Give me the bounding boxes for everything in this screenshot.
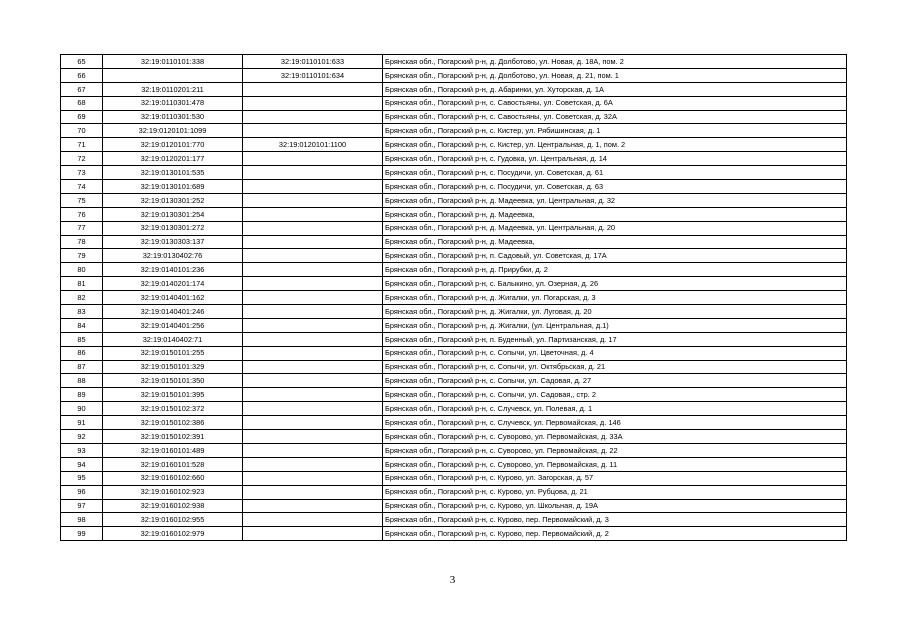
table-row [61, 152, 847, 166]
related-cadastral-number-cell [243, 152, 383, 166]
address-cell: Брянская обл., Погарский р-н, с. Случевск, ул. Первомайская, д. 146 [383, 416, 847, 430]
related-cadastral-number-cell [243, 485, 383, 499]
cadastral-number-cell [103, 68, 243, 82]
table-row [61, 430, 847, 444]
related-cadastral-number-cell [243, 207, 383, 221]
table-row [61, 402, 847, 416]
related-cadastral-number-cell [243, 527, 383, 541]
cadastral-number-cell: 32:19:0150101:395 [103, 388, 243, 402]
page-number: 3 [449, 574, 456, 586]
cadastral-number-cell: 32:19:0110201:211 [103, 82, 243, 96]
row-number-cell: 89 [61, 388, 103, 402]
related-cadastral-number-cell [243, 180, 383, 194]
address-cell: Брянская обл., Погарский р-н, с. Балыкино, ул. Озерная, д. 26 [383, 277, 847, 291]
cadastral-number-cell: 32:19:0130303:137 [103, 235, 243, 249]
cadastral-number-cell: 32:19:0120201:177 [103, 152, 243, 166]
row-number-cell: 72 [61, 152, 103, 166]
cadastral-number-cell: 32:19:0120101:1099 [103, 124, 243, 138]
address-cell: Брянская обл., Погарский р-н, с. Сопычи, ул. Садовая,, стр. 2 [383, 388, 847, 402]
cadastral-number-cell: 32:19:0150102:372 [103, 402, 243, 416]
row-number-cell: 71 [61, 138, 103, 152]
address-cell: Брянская обл., Погарский р-н, с. Сопычи, ул. Октябрьская, д. 21 [383, 360, 847, 374]
address-cell: Брянская обл., Погарский р-н, с. Курово, пер. Первомайский, д. 2 [383, 527, 847, 541]
cadastral-number-cell: 32:19:0160101:489 [103, 443, 243, 457]
table-row [61, 82, 847, 96]
cadastral-number-cell: 32:19:0110301:478 [103, 96, 243, 110]
row-number-cell: 87 [61, 360, 103, 374]
related-cadastral-number-cell: 32:19:0110101:634 [243, 68, 383, 82]
table-row [61, 457, 847, 471]
related-cadastral-number-cell [243, 124, 383, 138]
table-row [61, 221, 847, 235]
address-cell: Брянская обл., Погарский р-н, с. Сопычи, ул. Садовая, д. 27 [383, 374, 847, 388]
address-cell: Брянская обл., Погарский р-н, п. Садовый, ул. Советская, д. 17А [383, 249, 847, 263]
cadastral-number-cell: 32:19:0160102:979 [103, 527, 243, 541]
related-cadastral-number-cell [243, 166, 383, 180]
cadastral-number-cell: 32:19:0160101:528 [103, 457, 243, 471]
related-cadastral-number-cell [243, 110, 383, 124]
cadastral-number-cell: 32:19:0150102:386 [103, 416, 243, 430]
row-number-cell: 65 [61, 55, 103, 69]
address-cell: Брянская обл., Погарский р-н, с. Савостьяны, ул. Советская, д. 6А [383, 96, 847, 110]
table-row [61, 124, 847, 138]
cadastral-number-cell: 32:19:0150102:391 [103, 430, 243, 444]
address-cell: Брянская обл., Погарский р-н, д. Мадеевка, [383, 235, 847, 249]
related-cadastral-number-cell [243, 235, 383, 249]
table-row [61, 360, 847, 374]
related-cadastral-number-cell [243, 291, 383, 305]
row-number-cell: 98 [61, 513, 103, 527]
related-cadastral-number-cell [243, 457, 383, 471]
row-number-cell: 75 [61, 193, 103, 207]
address-cell: Брянская обл., Погарский р-н, д. Долботово, ул. Новая, д. 21, пом. 1 [383, 68, 847, 82]
related-cadastral-number-cell [243, 471, 383, 485]
cadastral-number-cell: 32:19:0160102:955 [103, 513, 243, 527]
table-row [61, 499, 847, 513]
related-cadastral-number-cell [243, 374, 383, 388]
related-cadastral-number-cell [243, 360, 383, 374]
table-row [61, 180, 847, 194]
row-number-cell: 97 [61, 499, 103, 513]
row-number-cell: 79 [61, 249, 103, 263]
address-cell: Брянская обл., Погарский р-н, д. Жигалки, ул. Погарская, д. 3 [383, 291, 847, 305]
table-row [61, 374, 847, 388]
cadastral-number-cell: 32:19:0140101:236 [103, 263, 243, 277]
table-row [61, 235, 847, 249]
table-row [61, 332, 847, 346]
table-row [61, 527, 847, 541]
address-cell: Брянская обл., Погарский р-н, с. Кистер, ул. Центральная, д. 1, пом. 2 [383, 138, 847, 152]
cadastral-number-cell: 32:19:0140201:174 [103, 277, 243, 291]
row-number-cell: 85 [61, 332, 103, 346]
related-cadastral-number-cell [243, 430, 383, 444]
cadastral-number-cell: 32:19:0120101:770 [103, 138, 243, 152]
address-cell: Брянская обл., Погарский р-н, с. Суворово, ул. Первомайская, д. 11 [383, 457, 847, 471]
row-number-cell: 69 [61, 110, 103, 124]
address-cell: Брянская обл., Погарский р-н, д. Прирубки, д. 2 [383, 263, 847, 277]
address-cell: Брянская обл., Погарский р-н, с. Сопычи, ул. Цветочная, д. 4 [383, 346, 847, 360]
cadastral-number-cell: 32:19:0130101:689 [103, 180, 243, 194]
address-cell: Брянская обл., Погарский р-н, д. Долботово, ул. Новая, д. 18А, пом. 2 [383, 55, 847, 69]
cadastral-number-cell: 32:19:0130301:252 [103, 193, 243, 207]
cadastral-number-cell: 32:19:0140402:71 [103, 332, 243, 346]
table-row [61, 443, 847, 457]
cadastral-number-cell: 32:19:0130301:272 [103, 221, 243, 235]
table-row [61, 388, 847, 402]
related-cadastral-number-cell [243, 346, 383, 360]
related-cadastral-number-cell [243, 499, 383, 513]
row-number-cell: 81 [61, 277, 103, 291]
related-cadastral-number-cell [243, 443, 383, 457]
address-cell: Брянская обл., Погарский р-н, д. Абаринки, ул. Хуторская, д. 1А [383, 82, 847, 96]
related-cadastral-number-cell [243, 82, 383, 96]
row-number-cell: 90 [61, 402, 103, 416]
row-number-cell: 70 [61, 124, 103, 138]
cadastral-number-cell: 32:19:0140401:162 [103, 291, 243, 305]
related-cadastral-number-cell [243, 318, 383, 332]
table-row [61, 110, 847, 124]
address-cell: Брянская обл., Погарский р-н, д. Мадеевка, ул. Центральная, д. 32 [383, 193, 847, 207]
table-row [61, 207, 847, 221]
table-row [61, 318, 847, 332]
row-number-cell: 91 [61, 416, 103, 430]
related-cadastral-number-cell [243, 513, 383, 527]
property-registry-table [60, 54, 847, 541]
address-cell: Брянская обл., Погарский р-н, с. Случевск, ул. Полевая, д. 1 [383, 402, 847, 416]
row-number-cell: 94 [61, 457, 103, 471]
row-number-cell: 66 [61, 68, 103, 82]
table-row [61, 96, 847, 110]
table-row [61, 471, 847, 485]
row-number-cell: 93 [61, 443, 103, 457]
related-cadastral-number-cell [243, 96, 383, 110]
cadastral-number-cell: 32:19:0140401:256 [103, 318, 243, 332]
address-cell: Брянская обл., Погарский р-н, с. Кистер, ул. Рябишинская, д. 1 [383, 124, 847, 138]
row-number-cell: 96 [61, 485, 103, 499]
table-row [61, 55, 847, 69]
cadastral-number-cell: 32:19:0150101:350 [103, 374, 243, 388]
row-number-cell: 74 [61, 180, 103, 194]
row-number-cell: 83 [61, 305, 103, 319]
address-cell: Брянская обл., Погарский р-н, д. Жигалки, (ул. Центральная, д.1) [383, 318, 847, 332]
property-registry-body [61, 55, 847, 541]
related-cadastral-number-cell [243, 249, 383, 263]
table-row [61, 305, 847, 319]
row-number-cell: 92 [61, 430, 103, 444]
related-cadastral-number-cell [243, 221, 383, 235]
related-cadastral-number-cell [243, 305, 383, 319]
row-number-cell: 88 [61, 374, 103, 388]
row-number-cell: 77 [61, 221, 103, 235]
address-cell: Брянская обл., Погарский р-н, с. Суворово, ул. Первомайская, д. 33А [383, 430, 847, 444]
row-number-cell: 86 [61, 346, 103, 360]
row-number-cell: 68 [61, 96, 103, 110]
cadastral-number-cell: 32:19:0160102:660 [103, 471, 243, 485]
row-number-cell: 84 [61, 318, 103, 332]
table-row [61, 193, 847, 207]
related-cadastral-number-cell: 32:19:0120101:1100 [243, 138, 383, 152]
cadastral-number-cell: 32:19:0130301:254 [103, 207, 243, 221]
address-cell: Брянская обл., Погарский р-н, д. Мадеевка, [383, 207, 847, 221]
cadastral-number-cell: 32:19:0110301:530 [103, 110, 243, 124]
related-cadastral-number-cell [243, 416, 383, 430]
related-cadastral-number-cell [243, 193, 383, 207]
cadastral-number-cell: 32:19:0150101:255 [103, 346, 243, 360]
address-cell: Брянская обл., Погарский р-н, с. Курово, ул. Школьная, д. 19А [383, 499, 847, 513]
related-cadastral-number-cell [243, 402, 383, 416]
table-row [61, 68, 847, 82]
row-number-cell: 82 [61, 291, 103, 305]
related-cadastral-number-cell [243, 388, 383, 402]
related-cadastral-number-cell [243, 263, 383, 277]
cadastral-number-cell: 32:19:0160102:938 [103, 499, 243, 513]
address-cell: Брянская обл., Погарский р-н, д. Мадеевка, ул. Центральная, д. 20 [383, 221, 847, 235]
row-number-cell: 99 [61, 527, 103, 541]
address-cell: Брянская обл., Погарский р-н, с. Курово, ул. Загорская, д. 57 [383, 471, 847, 485]
table-row [61, 277, 847, 291]
table-row [61, 249, 847, 263]
row-number-cell: 76 [61, 207, 103, 221]
row-number-cell: 95 [61, 471, 103, 485]
address-cell: Брянская обл., Погарский р-н, с. Посудичи, ул. Советская, д. 63 [383, 180, 847, 194]
table-row [61, 485, 847, 499]
address-cell: Брянская обл., Погарский р-н, д. Жигалки, ул. Луговая, д. 20 [383, 305, 847, 319]
row-number-cell: 80 [61, 263, 103, 277]
address-cell: Брянская обл., Погарский р-н, с. Суворово, ул. Первомайская, д. 22 [383, 443, 847, 457]
table-row [61, 346, 847, 360]
table-row [61, 291, 847, 305]
table-row [61, 513, 847, 527]
row-number-cell: 67 [61, 82, 103, 96]
cadastral-number-cell: 32:19:0130101:535 [103, 166, 243, 180]
row-number-cell: 78 [61, 235, 103, 249]
related-cadastral-number-cell [243, 277, 383, 291]
table-row [61, 263, 847, 277]
address-cell: Брянская обл., Погарский р-н, с. Савостьяны, ул. Советская, д. 32А [383, 110, 847, 124]
related-cadastral-number-cell [243, 332, 383, 346]
address-cell: Брянская обл., Погарский р-н, п. Буденный, ул. Партизанская, д. 17 [383, 332, 847, 346]
address-cell: Брянская обл., Погарский р-н, с. Посудичи, ул. Советская, д. 61 [383, 166, 847, 180]
address-cell: Брянская обл., Погарский р-н, с. Курово, ул. Рубцова, д. 21 [383, 485, 847, 499]
related-cadastral-number-cell: 32:19:0110101:633 [243, 55, 383, 69]
cadastral-number-cell: 32:19:0150101:329 [103, 360, 243, 374]
address-cell: Брянская обл., Погарский р-н, с. Гудовка, ул. Центральная, д. 14 [383, 152, 847, 166]
row-number-cell: 73 [61, 166, 103, 180]
cadastral-number-cell: 32:19:0130402:76 [103, 249, 243, 263]
table-row [61, 166, 847, 180]
cadastral-number-cell: 32:19:0160102:923 [103, 485, 243, 499]
cadastral-number-cell: 32:19:0110101:338 [103, 55, 243, 69]
address-cell: Брянская обл., Погарский р-н, с. Курово, пер. Первомайский, д. 3 [383, 513, 847, 527]
table-row [61, 138, 847, 152]
table-row [61, 416, 847, 430]
cadastral-number-cell: 32:19:0140401:246 [103, 305, 243, 319]
